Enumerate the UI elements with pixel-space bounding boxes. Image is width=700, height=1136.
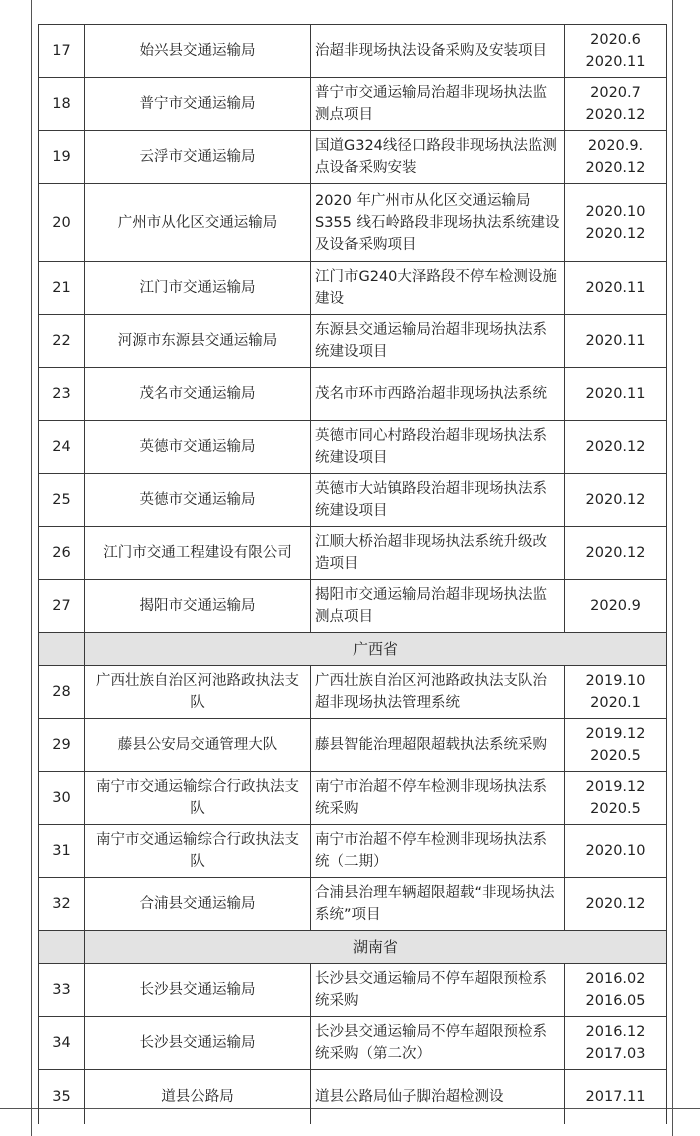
table-row: [39, 262, 667, 315]
table-row: [39, 474, 667, 527]
project-name: 道县公路局仙子脚治超检测设: [311, 1070, 565, 1125]
table-row: [39, 825, 667, 878]
construction-unit: 始兴县交通运输局: [85, 25, 311, 78]
project-dates: [565, 421, 667, 474]
project-dates: [565, 580, 667, 633]
date-value: 2020.5: [590, 748, 641, 764]
construction-unit: 广西壮族自治区河池路政执法支队: [85, 666, 311, 719]
construction-unit: 江门市交通运输局: [85, 262, 311, 315]
date-value: 2020.6: [590, 32, 641, 48]
table-row: [39, 78, 667, 131]
row-number: 34: [39, 1017, 85, 1070]
date-value: 2020.12: [585, 545, 646, 561]
date-value: 2020.9.: [587, 138, 644, 154]
table-row: [39, 368, 667, 421]
project-name: 南宁市治超不停车检测非现场执法系统（二期）: [311, 825, 565, 878]
date-value: 2020.12: [585, 160, 646, 176]
date-value: 2017.11: [585, 1089, 646, 1105]
row-number: 24: [39, 421, 85, 474]
row-number: 30: [39, 772, 85, 825]
date-value: 2020.11: [585, 280, 646, 296]
date-value: 2020.9: [590, 598, 641, 614]
date-value: 2019.10: [585, 673, 646, 689]
project-name: 长沙县交通运输局不停车超限预检系统采购: [311, 964, 565, 1017]
construction-unit: 道县公路局: [85, 1070, 311, 1125]
project-name: 茂名市环市西路治超非现场执法系统: [311, 368, 565, 421]
date-value: 2020.11: [585, 54, 646, 70]
table-row: [39, 25, 667, 78]
date-value: 2020.11: [585, 333, 646, 349]
row-number: 28: [39, 666, 85, 719]
row-number: 19: [39, 131, 85, 184]
row-number: 27: [39, 580, 85, 633]
row-number: 21: [39, 262, 85, 315]
date-value: 2020.1: [590, 695, 641, 711]
row-number: 31: [39, 825, 85, 878]
project-name: 2020 年广州市从化区交通运输局 S355 线石岭路段非现场执法系统建设及设备采购项目: [311, 184, 565, 262]
construction-unit: 揭阳市交通运输局: [85, 580, 311, 633]
date-value: 2016.02: [585, 971, 646, 987]
page-edge-right: [672, 0, 673, 1136]
date-value: 2020.12: [585, 225, 646, 242]
row-number: 32: [39, 878, 85, 931]
project-name: 广西壮族自治区河池路政执法支队治超非现场执法管理系统: [311, 666, 565, 719]
section-row: [39, 633, 667, 666]
row-number: 25: [39, 474, 85, 527]
project-dates: [565, 184, 667, 262]
date-value: 2020.12: [585, 107, 646, 123]
project-dates: [565, 878, 667, 931]
construction-unit: 长沙县交通运输局: [85, 964, 311, 1017]
date-value: 2020.12: [585, 492, 646, 508]
project-name: 长沙县交通运输局不停车超限预检系统采购（第二次）: [311, 1017, 565, 1070]
project-dates: [565, 964, 667, 1017]
row-number: 33: [39, 964, 85, 1017]
construction-unit: 英德市交通运输局: [85, 421, 311, 474]
project-name: 江门市G240大泽路段不停车检测设施建设: [311, 262, 565, 315]
date-value: 2017.03: [585, 1046, 646, 1062]
date-value: 2020.10: [585, 203, 646, 220]
project-name: 英德市大站镇路段治超非现场执法系统建设项目: [311, 474, 565, 527]
table-row: [39, 1017, 667, 1070]
project-name: 江顺大桥治超非现场执法系统升级改造项目: [311, 527, 565, 580]
project-dates: [565, 262, 667, 315]
table-row: [39, 666, 667, 719]
project-dates: [565, 131, 667, 184]
project-name: 英德市同心村路段治超非现场执法系统建设项目: [311, 421, 565, 474]
date-value: 2020.11: [585, 386, 646, 402]
row-number: 18: [39, 78, 85, 131]
project-dates: [565, 315, 667, 368]
table-body: [39, 25, 667, 1125]
table-row: [39, 527, 667, 580]
construction-unit: 云浮市交通运输局: [85, 131, 311, 184]
row-number: 17: [39, 25, 85, 78]
page-edge-left: [31, 0, 32, 1136]
date-value: 2016.05: [585, 993, 646, 1009]
project-name: 合浦县治理车辆超限超载“非现场执法系统”项目: [311, 878, 565, 931]
project-dates: [565, 25, 667, 78]
table-row: [39, 964, 667, 1017]
table-row: [39, 719, 667, 772]
date-value: 2020.12: [585, 439, 646, 455]
construction-unit: 长沙县交通运输局: [85, 1017, 311, 1070]
project-name: 普宁市交通运输局治超非现场执法监测点项目: [311, 78, 565, 131]
project-name: 东源县交通运输局治超非现场执法系统建设项目: [311, 315, 565, 368]
project-dates: [565, 719, 667, 772]
construction-unit: 南宁市交通运输综合行政执法支队: [85, 772, 311, 825]
construction-unit: 合浦县交通运输局: [85, 878, 311, 931]
project-name: 南宁市治超不停车检测非现场执法系统采购: [311, 772, 565, 825]
table-row: [39, 1070, 667, 1125]
table-row: [39, 131, 667, 184]
project-name: 揭阳市交通运输局治超非现场执法监测点项目: [311, 580, 565, 633]
section-title: 广西省: [85, 633, 667, 666]
project-dates: [565, 474, 667, 527]
construction-unit: 广州市从化区交通运输局: [85, 184, 311, 262]
row-number: 35: [39, 1070, 85, 1125]
project-dates: [565, 1070, 667, 1125]
row-number: 22: [39, 315, 85, 368]
project-name: 国道G324线径口路段非现场执法监测点设备采购安装: [311, 131, 565, 184]
table-row: [39, 580, 667, 633]
date-value: 2019.12: [585, 726, 646, 742]
table-row: [39, 772, 667, 825]
date-value: 2020.5: [590, 801, 641, 817]
project-dates: [565, 666, 667, 719]
construction-unit: 南宁市交通运输综合行政执法支队: [85, 825, 311, 878]
project-dates: [565, 825, 667, 878]
construction-unit: 普宁市交通运输局: [85, 78, 311, 131]
construction-unit: 茂名市交通运输局: [85, 368, 311, 421]
project-name: 治超非现场执法设备采购及安装项目: [311, 25, 565, 78]
procurement-table: [38, 24, 667, 1124]
project-dates: [565, 527, 667, 580]
table-row: [39, 184, 667, 262]
construction-unit: 江门市交通工程建设有限公司: [85, 527, 311, 580]
project-dates: [565, 772, 667, 825]
section-blank-cell: [39, 931, 85, 964]
construction-unit: 藤县公安局交通管理大队: [85, 719, 311, 772]
date-value: 2020.10: [585, 843, 646, 859]
row-number: 20: [39, 184, 85, 262]
project-dates: [565, 1017, 667, 1070]
date-value: 2020.12: [585, 896, 646, 912]
project-name: 藤县智能治理超限超载执法系统采购: [311, 719, 565, 772]
section-row: [39, 931, 667, 964]
row-number: 23: [39, 368, 85, 421]
date-value: 2020.7: [590, 85, 641, 101]
section-title: 湖南省: [85, 931, 667, 964]
table-row: [39, 878, 667, 931]
table-row: [39, 315, 667, 368]
project-dates: [565, 78, 667, 131]
table-row: [39, 421, 667, 474]
row-number: 26: [39, 527, 85, 580]
project-dates: [565, 368, 667, 421]
date-value: 2016.12: [585, 1024, 646, 1040]
section-blank-cell: [39, 633, 85, 666]
row-number: 29: [39, 719, 85, 772]
construction-unit: 英德市交通运输局: [85, 474, 311, 527]
construction-unit: 河源市东源县交通运输局: [85, 315, 311, 368]
date-value: 2019.12: [585, 779, 646, 795]
